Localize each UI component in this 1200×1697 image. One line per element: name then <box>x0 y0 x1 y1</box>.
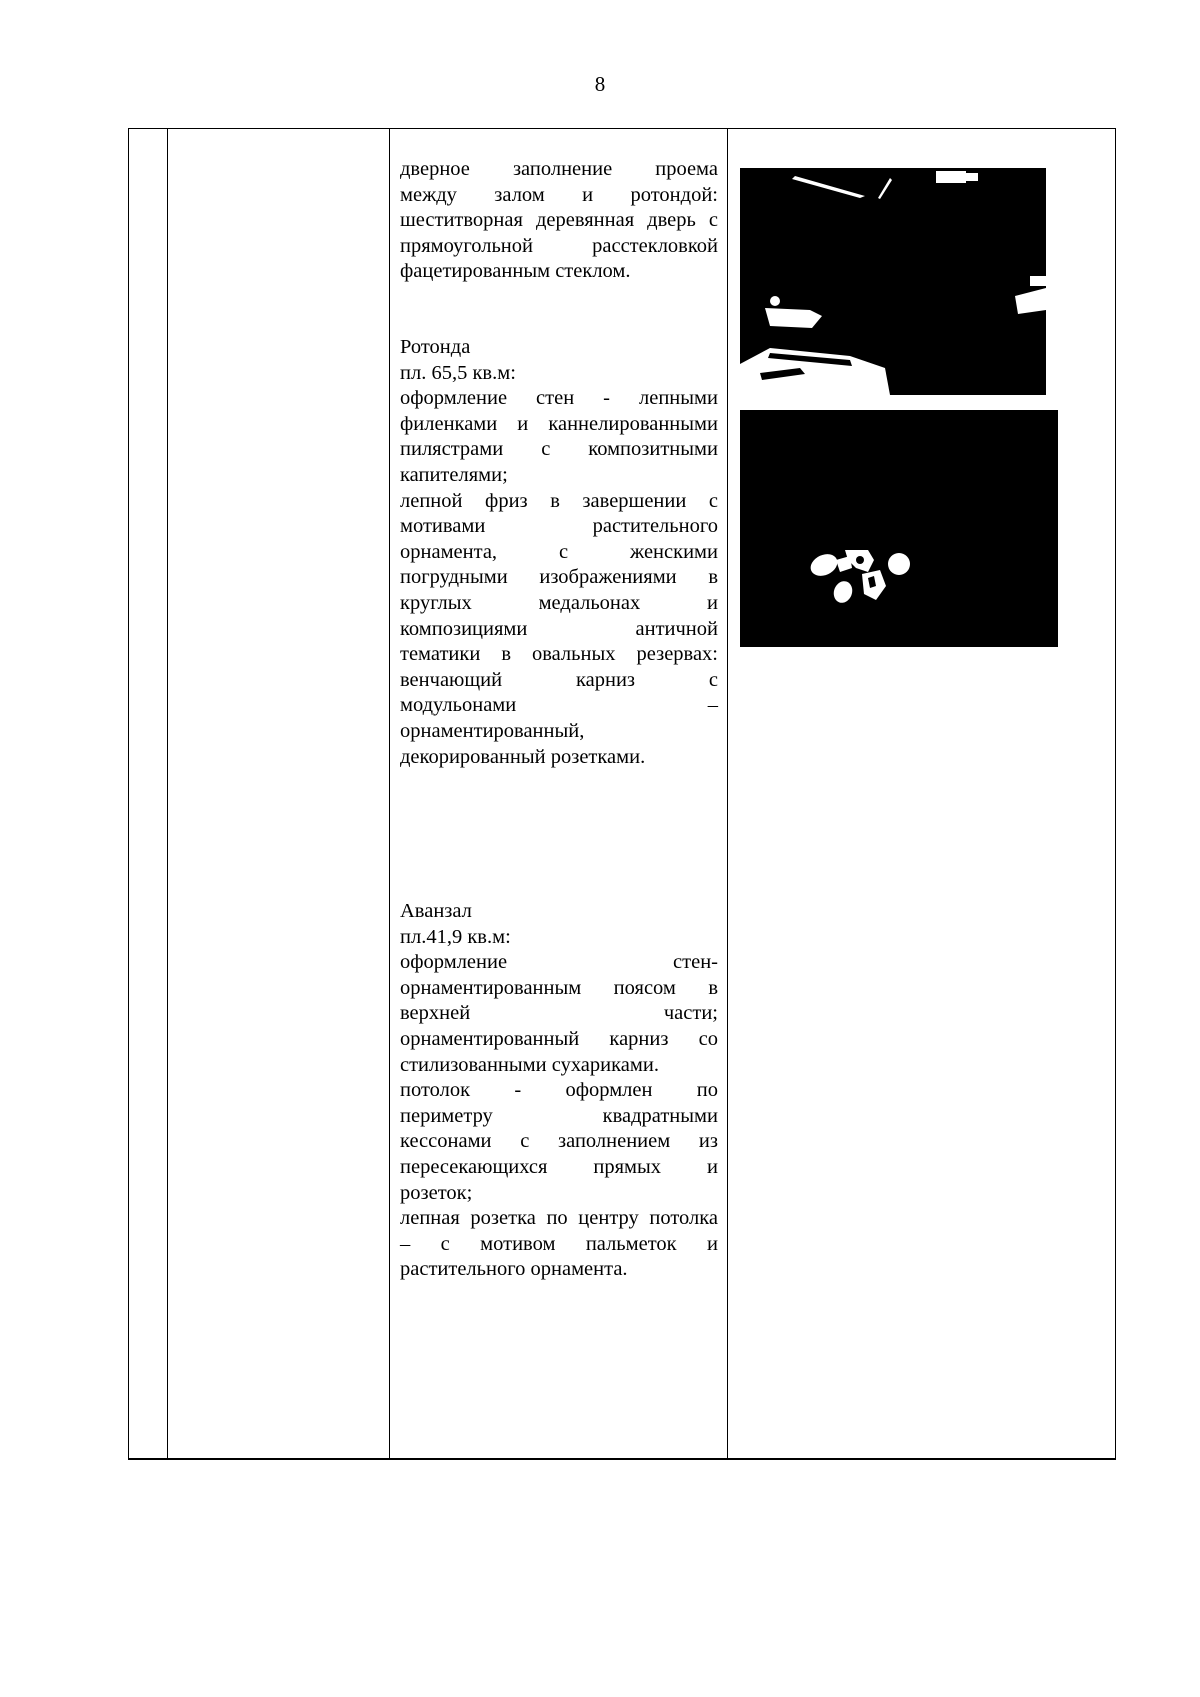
avanzal-line: орнаментированным поясом в <box>400 976 718 999</box>
rotonda-area: пл. 65,5 кв.м: <box>400 361 516 384</box>
avanzal-line: верхней части; <box>400 1002 718 1025</box>
rotonda-line: круглых медальонах и <box>400 591 718 614</box>
rotonda-line: оформление стен - лепными <box>400 387 718 410</box>
door-block <box>400 157 718 285</box>
avanzal-line: кессонами с заполнением из <box>400 1130 718 1153</box>
avanzal-line: лепная розетка по центру потолка <box>400 1207 718 1230</box>
rotonda-line: филенками и каннелированными <box>400 412 718 435</box>
chandelier-ceiling-photo-drawing <box>740 410 1058 647</box>
door-line: прямоугольной расстекловкой <box>400 234 718 257</box>
rotonda-line: пилястрами с композитными <box>400 438 718 461</box>
rotonda-title: Ротонда <box>400 336 471 358</box>
avanzal-line: оформление стен- <box>400 951 718 974</box>
rotonda-line: мотивами растительного <box>400 515 718 538</box>
avanzal-line: розеток; <box>400 1181 473 1204</box>
column-divider-3 <box>727 129 728 1458</box>
rotonda-line: орнаментированный, <box>400 719 585 742</box>
avanzal-title: Аванзал <box>400 900 472 922</box>
page-number: 8 <box>594 72 606 96</box>
avanzal-line: – с мотивом пальметок и <box>400 1232 718 1255</box>
avanzal-line: орнаментированный карниз со <box>400 1027 718 1050</box>
door-line: фацетированным стеклом. <box>400 260 631 283</box>
column-divider-1 <box>167 129 168 1458</box>
avanzal-line: периметру квадратными <box>400 1104 718 1127</box>
rotonda-block <box>400 335 718 770</box>
door-ceiling-photo <box>740 168 1046 395</box>
rotonda-line: тематики в овальных резервах: <box>400 643 718 666</box>
door-ceiling-photo-drawing <box>740 168 1046 395</box>
door-line: шеститворная деревянная дверь с <box>400 209 718 232</box>
avanzal-line: стилизованными сухариками. <box>400 1053 659 1076</box>
rotonda-line: лепной фриз в завершении с <box>400 489 718 512</box>
door-line: дверное заполнение проема <box>400 158 718 180</box>
rotonda-line: орнамента, с женскими <box>400 540 718 563</box>
avanzal-area: пл.41,9 кв.м: <box>400 925 511 948</box>
avanzal-line: потолок - оформлен по <box>400 1079 718 1102</box>
chandelier-ceiling-photo <box>740 410 1058 647</box>
avanzal-block <box>400 899 718 1283</box>
rotonda-line: декорированный розетками. <box>400 745 646 768</box>
rotonda-line: капителями; <box>400 463 508 486</box>
rotonda-line: погрудными изображениями в <box>400 566 718 589</box>
avanzal-line: пересекающихся прямых и <box>400 1155 718 1178</box>
door-line: между залом и ротондой: <box>400 183 718 206</box>
rotonda-line: венчающий карниз с <box>400 668 718 691</box>
rotonda-line: композициями античной <box>400 617 718 640</box>
avanzal-line: растительного орнамента. <box>400 1258 628 1281</box>
rotonda-line: модульонами – <box>400 694 718 717</box>
column-divider-2 <box>389 129 390 1458</box>
